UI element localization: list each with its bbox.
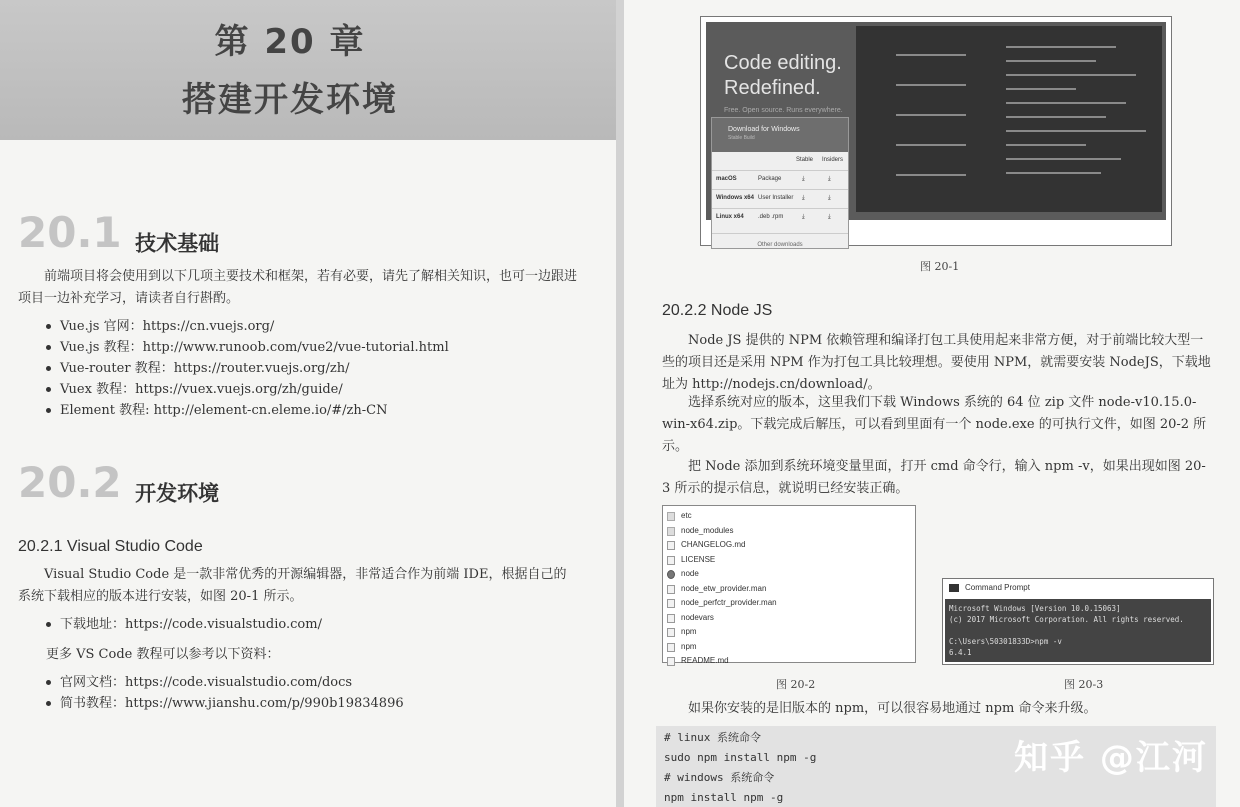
chapter-number: 第 20 章 — [214, 22, 366, 62]
section-number: 20.1 — [18, 208, 122, 257]
file-item: CHANGELOG.md — [663, 538, 915, 553]
command-prompt-figure — [942, 578, 1214, 665]
figure-caption: 图 20-1 — [920, 260, 960, 273]
download-arrow-icon: ⤓ — [802, 176, 805, 182]
section-title: 技术基础 — [135, 231, 220, 256]
list-item: Vue-router 教程：https://router.vuejs.org/zh/ — [46, 358, 586, 379]
download-arrow-icon: ⤓ — [802, 214, 805, 220]
code-block: # linux 系统命令 sudo npm install npm -g # windows 系统命令 npm install npm -g — [656, 726, 1216, 807]
cmd-title-bar: Command Prompt — [943, 579, 1213, 597]
file-item: npm — [663, 640, 915, 655]
section-heading-20-1 — [18, 208, 219, 258]
tech-link-list — [46, 316, 586, 421]
list-item: 下载地址：https://code.visualstudio.com/ — [46, 614, 586, 635]
list-item: 简书教程：https://www.jianshu.com/p/990b19834896 — [46, 693, 586, 714]
download-row[interactable]: Linux x64 .deb .rpm ⤓ ⤓ — [712, 209, 848, 234]
left-page — [0, 0, 616, 807]
editor-preview — [856, 26, 1162, 212]
section-title: 开发环境 — [135, 481, 220, 506]
file-item: LICENSE — [663, 553, 915, 568]
download-button[interactable]: Download for Windows Stable Build — [712, 118, 848, 152]
download-table-header: Stable Insiders — [712, 152, 848, 171]
reference-list — [46, 672, 586, 714]
figure-caption: 图 20-2 — [776, 678, 816, 691]
download-row[interactable]: Windows x64 User Installer ⤓ ⤓ — [712, 190, 848, 209]
list-item: Vue.js 官网：https://cn.vuejs.org/ — [46, 316, 586, 337]
cmd-output: Microsoft Windows [Version 10.0.15063] (c) 2017 Microsoft Corporation. All rights reserved. C:\Users\50301833D>npm -v 6.4.1 — [945, 599, 1211, 662]
paragraph: 如果你安装的是旧版本的 npm，可以很容易地通过 npm 命令来升级。 — [688, 701, 1097, 716]
file-item: node_etw_provider.man — [663, 582, 915, 597]
download-list — [46, 614, 586, 635]
file-item: README.md — [663, 654, 915, 669]
file-item: node_modules — [663, 524, 915, 539]
list-item: Vue.js 教程：http://www.runoob.com/vue2/vue-tutorial.html — [46, 337, 586, 358]
paragraph: Node JS 提供的 NPM 依赖管理和编译打包工具使用起来非常方便，对于前端比较大型一些的项目还是采用 NPM 作为打包工具比较理想。要使用 NPM，就需要安装 NodeJS，下载地址为 http://nodejs.cn/download/。 — [662, 333, 1211, 392]
download-arrow-icon: ⤓ — [828, 195, 831, 201]
hero-subtitle: Free. Open source. Runs everywhere. — [724, 107, 843, 114]
paragraph: 前端项目将会使用到以下几项主要技术和框架，若有必要，请先了解相关知识，也可一边跟进项目一边补充学习，请读者自行斟酌。 — [18, 269, 578, 306]
other-downloads-link[interactable]: Other downloads — [757, 242, 803, 248]
paragraph: Visual Studio Code 是一款非常优秀的开源编辑器，非常适合作为前端 IDE，根据自己的系统下载相应的版本进行安装，如图 20-1 所示。 — [18, 567, 567, 604]
right-page — [624, 0, 1240, 807]
download-arrow-icon: ⤓ — [828, 214, 831, 220]
subsection-title: 20.2.2 Node JS — [662, 302, 773, 319]
chapter-title: 搭建开发环境 — [182, 80, 398, 120]
subsection-title: 20.2.1 Visual Studio Code — [18, 538, 203, 555]
cmd-icon — [949, 584, 959, 592]
paragraph: 选择系统对应的版本，这里我们下载 Windows 系统的 64 位 zip 文件 node-v10.15.0-win-x64.zip。下载完成后解压，可以看到里面有一个 node.exe 的可执行文件，如图 20-2 所示。 — [662, 395, 1207, 454]
file-item: node — [663, 567, 915, 582]
file-list-figure — [662, 505, 916, 663]
vscode-website-figure — [700, 16, 1172, 246]
book-spine — [616, 0, 624, 807]
file-item: etc — [663, 509, 915, 524]
chapter-banner — [0, 0, 616, 140]
figure-caption: 图 20-3 — [1064, 678, 1104, 691]
list-item: 官网文档：https://code.visualstudio.com/docs — [46, 672, 586, 693]
download-arrow-icon: ⤓ — [802, 195, 805, 201]
list-item: Vuex 教程：https://vuex.vuejs.org/zh/guide/ — [46, 379, 586, 400]
download-panel — [711, 117, 849, 249]
file-item: node_perfctr_provider.man — [663, 596, 915, 611]
hero-title: Code editing. — [724, 52, 842, 74]
list-item: Element 教程: http://element-cn.eleme.io/#/zh-CN — [46, 400, 586, 421]
file-item: nodevars — [663, 611, 915, 626]
download-row[interactable]: macOS Package ⤓ ⤓ — [712, 171, 848, 190]
file-item: npm — [663, 625, 915, 640]
hero-title-2: Redefined. — [724, 77, 821, 99]
paragraph: 更多 VS Code 教程可以参考以下资料： — [46, 647, 280, 662]
watermark: 知乎 @江河 — [1014, 738, 1208, 778]
section-number: 20.2 — [18, 458, 122, 507]
paragraph: 把 Node 添加到系统环境变量里面，打开 cmd 命令行，输入 npm -v，如果出现如图 20-3 所示的提示信息，就说明已经安装正确。 — [662, 459, 1206, 496]
section-heading-20-2 — [18, 458, 219, 508]
download-arrow-icon: ⤓ — [828, 176, 831, 182]
